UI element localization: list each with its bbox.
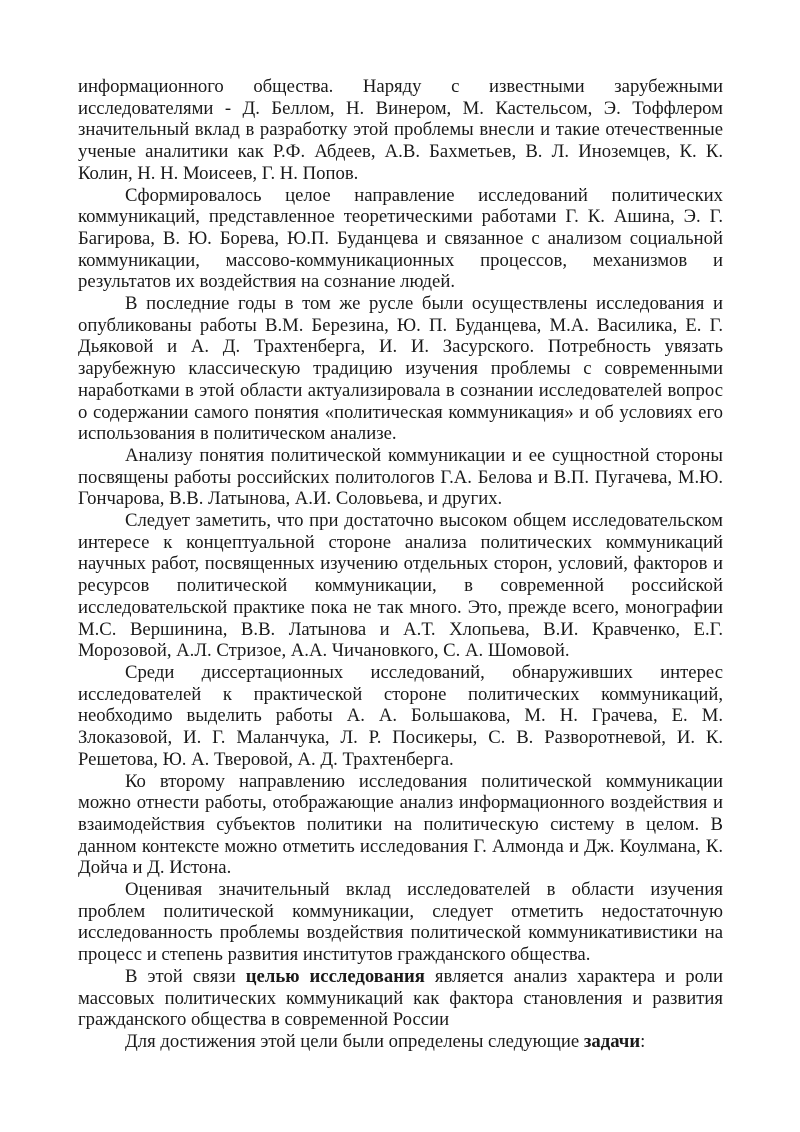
paragraph-2: Сформировалось целое направление исследований политических коммуникаций, представленное теоретическими работами Г. К. Ашина, Э. Г. Багирова, В. Ю. Борева, Ю.П. Буданцева и связанное с анализом социальной коммуникации, массово-коммуникационных процессов, механизмов и результатов их воздействия на сознание людей. xyxy=(78,184,723,293)
paragraph-8: Оценивая значительный вклад исследователей в области изучения проблем политической коммуникации, следует отметить недостаточную исследованность проблемы воздействия политической коммуникативистики на процесс и степень развития институтов гражданского общества. xyxy=(78,879,723,966)
paragraph-5: Следует заметить, что при достаточно высоком общем исследовательском интересе к концептуальной стороне анализа политических коммуникаций научных работ, посвященных изучению отдельных сторон, условий, факторов и ресурсов политической коммуникации, в современной российской исследовательской практике пока не так много. Это, прежде всего, монографии М.С. Вершинина, В.В. Латынова и А.Т. Хлопьева, В.И. Кравченко, Е.Г. Морозовой, А.Л. Стризое, А.А. Чичановкого, С. А. Шомовой. xyxy=(78,510,723,662)
paragraph-6: Среди диссертационных исследований, обнаруживших интерес исследователей к практической стороне политических коммуникаций, необходимо выделить работы А. А. Большакова, М. Н. Грачева, Е. М. Злоказовой, И. Г. Маланчука, Л. Р. Посикеры, С. В. Разворотневой, И. К. Решетова, Ю. А. Тверовой, А. Д. Трахтенберга. xyxy=(78,661,723,770)
paragraph-1: информационного общества. Наряду с известными зарубежными исследователями - Д. Беллом, Н. Винером, М. Кастельсом, Э. Тоффлером значительный вклад в разработку этой проблемы внесли и такие отечественные ученые аналитики как Р.Ф. Абдеев, А.В. Бахметьев, В. Л. Иноземцев, К. К. Колин, Н. Н. Моисеев, Г. Н. Попов. xyxy=(78,76,723,184)
paragraph-7: Ко второму направлению исследования политической коммуникации можно отнести работы, отображающие анализ информационного воздействия и взаимодействия субъектов политики на политическую систему в целом. В данном контексте можно отметить исследования Г. Алмонда и Дж. Коулмана, К. Дойча и Д. Истона. xyxy=(78,770,723,879)
document-body xyxy=(78,76,723,1053)
paragraph-10 xyxy=(78,1031,723,1053)
paragraph-10-lead: Для достижения этой цели были определены следующие xyxy=(125,1030,584,1052)
paragraph-9-lead: В этой связи xyxy=(125,965,246,987)
research-goal-term: целью исследования xyxy=(245,965,425,987)
paragraph-3: В последние годы в том же русле были осуществлены исследования и опубликованы работы В.М. Березина, Ю. П. Буданцева, М.А. Василика, Е. Г. Дьяковой и А. Д. Трахтенберга, И. И. Засурского. Потребность увязать зарубежную классическую традицию изучения проблемы с современными наработками в этой области актуализировала в сознании исследователей вопрос о содержании самого понятия «политическая коммуникация» и об условиях его использования в политическом анализе. xyxy=(78,293,723,445)
paragraph-9 xyxy=(78,966,723,1031)
paragraph-10-rest: : xyxy=(640,1030,646,1052)
paragraph-4: Анализу понятия политической коммуникации и ее сущностной стороны посвящены работы российских политологов Г.А. Белова и В.П. Пугачева, М.Ю. Гончарова, В.В. Латынова, А.И. Соловьева, и других. xyxy=(78,444,723,510)
tasks-term: задачи xyxy=(583,1030,641,1052)
paragraph-9-rest: является анализ характера и роли массовых политических коммуникаций как фактора становления и развития гражданского общества в современной России xyxy=(78,965,724,1031)
